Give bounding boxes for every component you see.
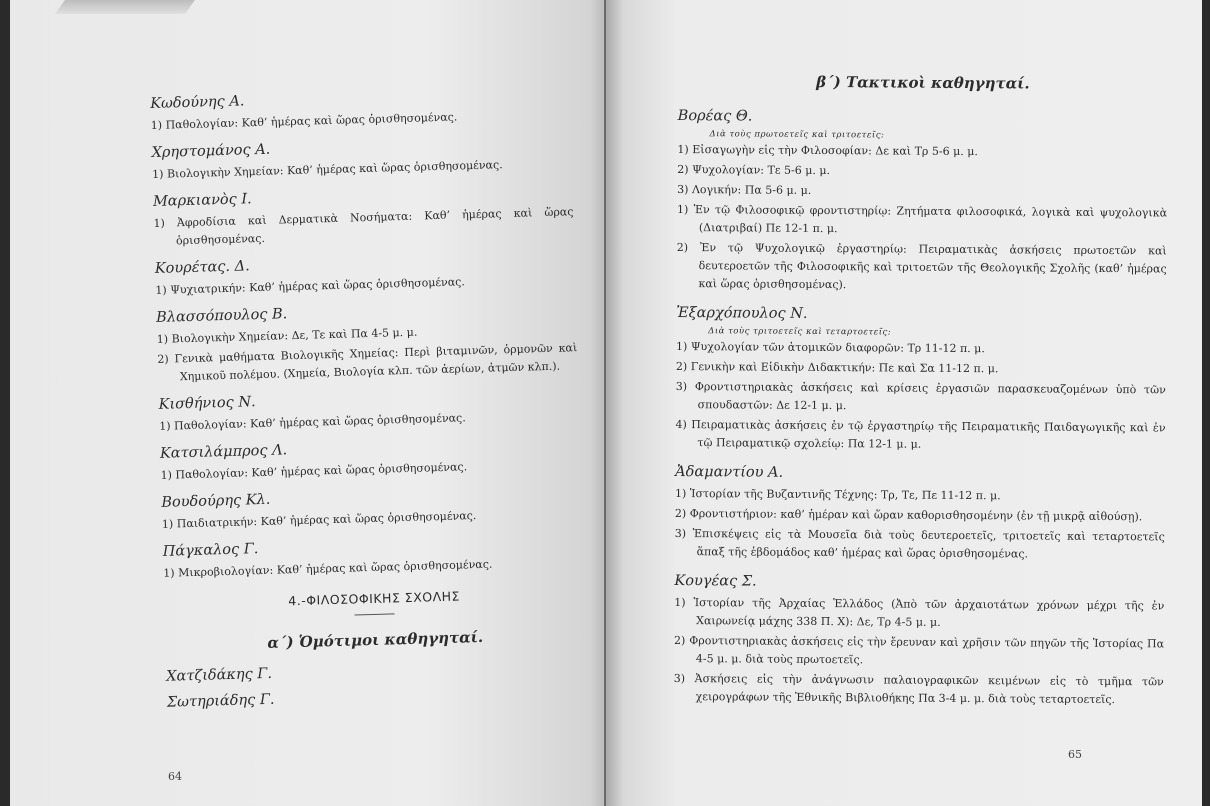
course-item: 2) Γενικὴν καὶ Εἰδικὴν Διδακτικήν: Πε καὶ Σα 11-12 π. μ.	[675, 359, 999, 376]
professor-name: Ἀδαμαντίου Α.	[675, 463, 784, 481]
right-page-content	[673, 72, 1167, 721]
course-item: 3) Λογικήν: Πα 5-6 μ. μ.	[677, 182, 812, 197]
course-item: 1) Βιολογικὴν Χημείαν: Δε, Τε καὶ Πα 4-5 μ. μ.	[156, 325, 418, 346]
professor-name: Κουγέας Σ.	[674, 572, 757, 590]
course-item: 3) Ἀσκήσεις εἰς τὴν ἀνάγνωσιν παλαιογραφικῶν κειμένων εἰς τὸ τμῆμα τῶν χειρογράφων τῆς Ἐθνικῆς Βιβλιοθήκης Πα 3-4 μ. μ. διὰ τοὺς τεταρτοετεῖς.	[673, 671, 1164, 707]
professor-name: Μαρκιανὸς Ι.	[152, 191, 252, 210]
page-corner	[55, 0, 195, 14]
page-number: 64	[168, 770, 182, 783]
page-number: 65	[1068, 748, 1082, 761]
course-item: 4) Πειραματικὰς ἀσκήσεις ἐν τῷ ἐργαστηρίῳ τῆς Πειραματικῆς Παιδαγωγικῆς καὶ ἐν τῷ Πειραματικῷ σχολείῳ: Πα 12-1 μ. μ.	[675, 417, 1166, 451]
course-item: 1) Ἱστορίαν τῆς Ἀρχαίας Ἑλλάδος (Ἀπὸ τῶν ἀρχαιοτάτων χρόνων μέχρι τῆς ἐν Χαιρωνείᾳ μάχης 338 Π. Χ): Δε, Τρ 4-5 μ. μ.	[674, 595, 1165, 629]
sub-heading: β΄) Τακτικοὶ καθηγηταί.	[816, 72, 1030, 93]
course-item: 1) Μικροβιολογίαν: Καθ’ ἡμέρας καὶ ὥρας ὁρισθησομένας.	[163, 557, 493, 580]
left-page-content	[150, 84, 587, 715]
entry	[675, 464, 1166, 564]
professor-name: Βλασσόπουλος Β.	[155, 306, 288, 326]
course-item: 2) Φροντιστηριακὰς ἀσκήσεις εἰς τὴν ἔρευναν καὶ χρῆσιν τῶν πηγῶν τῆς Ἱστορίας Πα 4-5 μ. μ. διὰ τοὺς πρωτοετεῖς.	[673, 633, 1165, 667]
entry	[161, 483, 582, 534]
professor-name: Πάγκαλος Γ.	[162, 541, 259, 560]
professor-name: Βορέας Θ.	[677, 107, 753, 125]
section-divider	[355, 613, 395, 615]
entry	[676, 108, 1167, 296]
course-item: 2) Ἐν τῷ Ψυχολογικῷ ἐργαστηρίῳ: Πειραματικὰς ἀσκήσεις πρωτοετῶν καὶ δευτεροετῶν τῆς Φιλοσοφικῆς καὶ τριτοετῶν τῆς Θεολογικῆς Σχολῆς (καθ’ ἡμέρας καὶ ὥρας ὁρισθησομένας).	[676, 240, 1167, 292]
course-item: 1) Ἀφροδίσια καὶ Δερματικὰ Νοσήματα: Καθ’ ἡμέρας καὶ ὥρας ὁρισθησομένας.	[153, 205, 574, 248]
course-item: 2) Φροντιστήριον: καθ’ ἡμέραν καὶ ὥραν καθορισθησομένην (ἐν τῇ μικρᾷ αἰθούσῃ).	[674, 506, 1143, 524]
course-item: 1) Ἐν τῷ Φιλοσοφικῷ φροντιστηρίῳ: Ζητήματα φιλοσοφικά, λογικὰ καὶ ψυχολογικὰ (Διατριβαί) Πε 12-1 π. μ.	[676, 202, 1168, 236]
course-item: 1) Παθολογίαν: Καθ’ ἡμέρας καὶ ὥρας ὁρισθησομένας.	[159, 411, 466, 433]
course-item: 1) Παθολογίαν: Καθ’ ἡμέρας καὶ ὥρας ὁρισθησομένας.	[160, 460, 468, 482]
course-item: 2) Γενικὰ μαθήματα Βιολογικῆς Χημείας: Περὶ βιταμινῶν, ὁρμονῶν καὶ Χημικοῦ πολέμου. (Χημεία, Βιολογία κλπ. τῶν ἀερίων, ἀτμῶν κλπ.).	[157, 341, 578, 384]
professor-name: Χρηστομάνος Α.	[151, 141, 271, 161]
entry	[153, 182, 574, 251]
entry	[155, 249, 576, 300]
section-heading: 4.-ΦΙΛΟΣΟΦΙΚΗΣ ΣΧΟΛΗΣ	[288, 588, 461, 609]
entry	[675, 305, 1166, 455]
entry	[150, 84, 571, 135]
professor-name: Χατζιδάκης Γ.	[165, 665, 273, 685]
entry	[151, 133, 572, 184]
professor-name: Σωτηριάδης Γ.	[166, 691, 275, 711]
entry	[674, 573, 1165, 709]
course-item: 1) Εἰσαγωγὴν εἰς τὴν Φιλοσοφίαν: Δε καὶ Τρ 5-6 μ. μ.	[677, 142, 978, 159]
professor-name: Κωδούνης Α.	[150, 93, 245, 112]
course-item: 1) Ψυχιατρικήν: Καθ’ ἡμέρας καὶ ὥρας ὁρισθησομένας.	[155, 275, 466, 297]
audience-note: Διὰ τοὺς τριτοετεῖς καὶ τεταρτοετεῖς:	[708, 326, 892, 338]
audience-note: Διὰ τοὺς πρωτοετεῖς καὶ τριτοετεῖς:	[709, 129, 885, 141]
entry	[163, 532, 584, 583]
course-item: 1) Βιολογικὴν Χημείαν: Καθ’ ἡμέρας καὶ ὥρας ὁρισθησομένας.	[152, 158, 503, 181]
sub-heading: α΄) Ὁμότιμοι καθηγηταί.	[267, 627, 484, 652]
course-item: 3) Ἐπισκέψεις εἰς τὰ Μουσεῖα διὰ τοὺς δευτεροετεῖς, τριτοετεῖς καὶ τεταρτοετεῖς ἅπαξ τῆς ἑβδομάδος καθ’ ἡμέρας καὶ ὥρας ὁρισθησομένας.	[674, 526, 1165, 561]
professor-name: Κατσιλάμπρος Λ.	[159, 442, 288, 462]
entry	[158, 385, 579, 436]
professor-name: Κουρέτας. Δ.	[154, 258, 250, 277]
professor-name: Κισθήνιος Ν.	[158, 394, 256, 413]
course-item: 1) Ἱστορίαν τῆς Βυζαντινῆς Τέχνης: Τρ, Τε, Πε 11-12 π. μ.	[675, 486, 1001, 503]
entry	[156, 298, 578, 387]
course-item: 3) Φροντιστηριακὰς ἀσκήσεις καὶ κρίσεις ἐργασιῶν παρασκευαζομένων ὑπὸ τῶν σπουδαστῶν: Δε 12-1 μ. μ.	[675, 379, 1166, 413]
course-item: 1) Παιδιατρικήν: Καθ’ ἡμέρας καὶ ὥρας ὁρισθησομένας.	[161, 509, 477, 531]
professor-name: Ἐξαρχόπουλος Ν.	[676, 304, 808, 322]
course-item: 1) Παθολογίαν: Καθ’ ἡμέρας καὶ ὥρας ὁρισθησομένας.	[150, 110, 458, 132]
course-item: 1) Ψυχολογίαν τῶν ἀτομικῶν διαφορῶν: Τρ 11-12 π. μ.	[676, 339, 985, 356]
course-item: 2) Ψυχολογίαν: Τε 5-6 μ. μ.	[677, 162, 831, 178]
left-page	[10, 0, 608, 806]
professor-name: Βουδούρης Κλ.	[161, 491, 271, 511]
entry	[160, 434, 581, 485]
right-page	[606, 0, 1202, 806]
